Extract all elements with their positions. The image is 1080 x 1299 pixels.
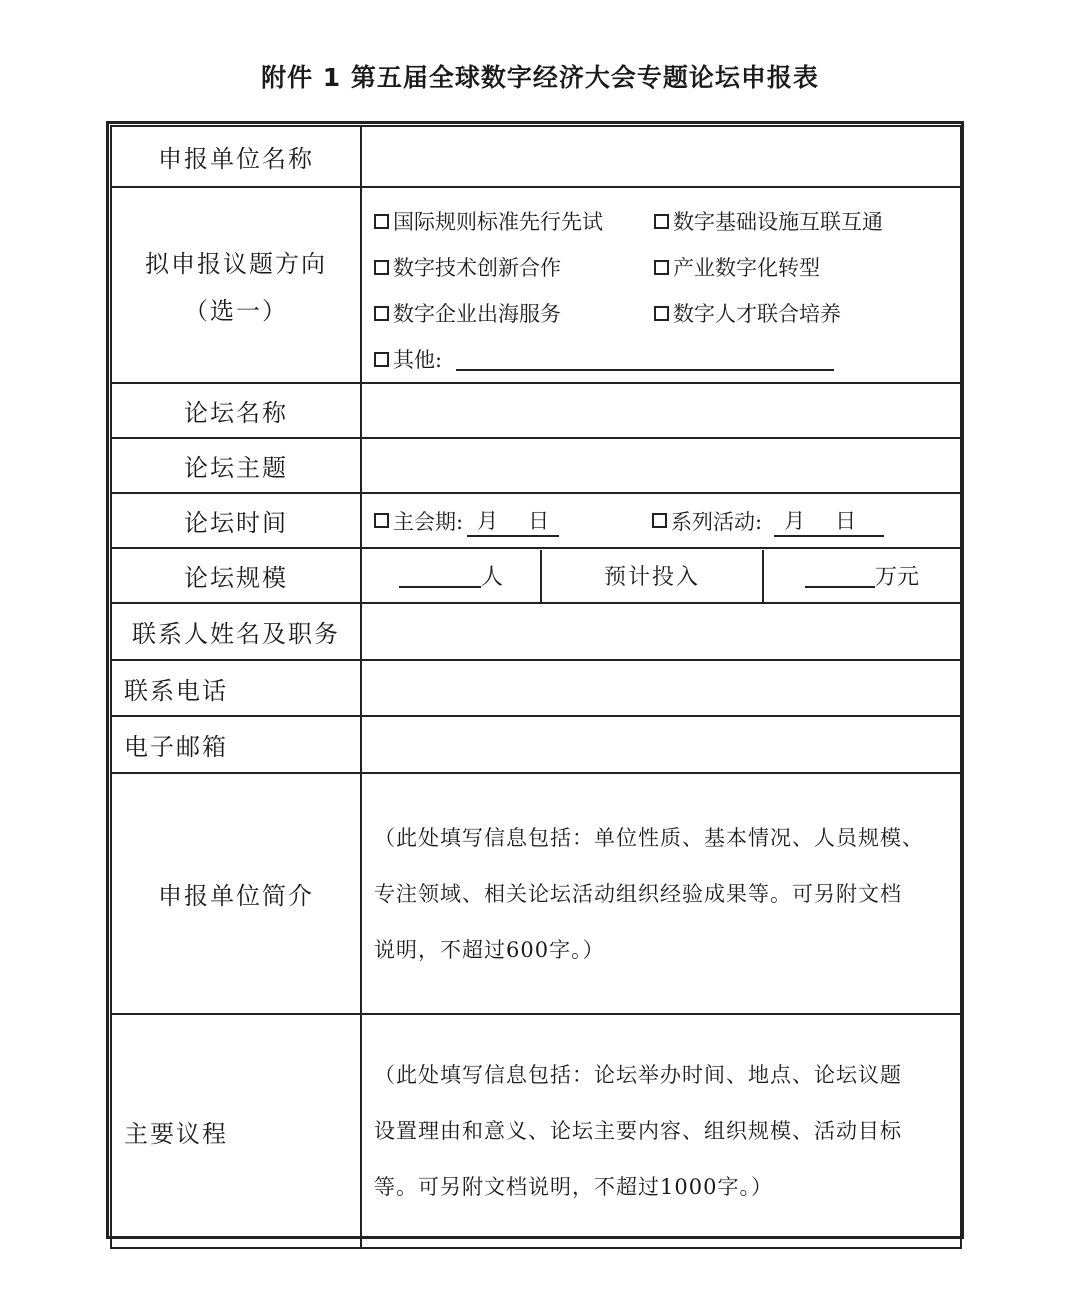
invest-amount-field[interactable]: 万元 [764,550,960,602]
topic-option-4[interactable]: 产业数字化转型 [654,252,820,282]
org-name-field[interactable] [361,126,961,187]
row-phone [111,660,961,716]
agenda-field[interactable] [361,1014,961,1248]
row-contact-name [111,603,961,660]
topic-option-3[interactable]: 数字技术创新合作 [374,252,654,282]
checkbox-icon[interactable] [374,352,389,367]
topic-option-2[interactable]: 数字基础设施互联互通 [654,206,883,236]
org-intro-hint-line-3: 说明，不超过600字。） [374,937,605,962]
other-topic-input[interactable] [456,347,834,371]
row-forum-time [111,493,961,548]
org-intro-hint-line-2: 专注领域、相关论坛活动组织经验成果等。可另附文档 [374,881,902,906]
row-topic [111,187,961,383]
checkbox-icon[interactable] [654,306,669,321]
row-org-name [111,126,961,187]
topic-label: 拟申报议题方向 [145,250,327,278]
phone-label: 联系电话 [111,660,361,716]
row-email [111,716,961,773]
forum-name-label: 论坛名称 [111,383,361,438]
org-name-label: 申报单位名称 [111,126,361,187]
topic-option-1[interactable]: 国际规则标准先行先试 [374,206,654,236]
forum-scale-cell [361,548,961,603]
topic-option-other[interactable]: 其他: [374,344,834,374]
people-count-input[interactable] [399,564,481,588]
checkbox-icon[interactable] [374,513,389,528]
forum-theme-label: 论坛主题 [111,438,361,493]
contact-name-field[interactable] [361,603,961,660]
row-forum-name [111,383,961,438]
agenda-hint-line-1: （此处填写信息包括：论坛举办时间、地点、论坛议题 [374,1063,902,1087]
row-forum-theme [111,438,961,493]
agenda-hint-line-3: 等。可另附文档说明，不超过1000字。） [374,1175,773,1199]
forum-name-field[interactable] [361,383,961,438]
forum-theme-field[interactable] [361,438,961,493]
series-activity-date-input[interactable]: 月 日 [774,505,884,537]
org-intro-field[interactable] [361,773,961,1014]
topic-option-5[interactable]: 数字企业出海服务 [374,298,654,328]
checkbox-icon[interactable] [374,260,389,275]
invest-label: 预计投入 [542,550,764,602]
forum-time-label: 论坛时间 [111,493,361,548]
main-session-option[interactable]: 主会期: 月 日 [374,505,652,537]
agenda-hint-line-2: 设置理由和意义、论坛主要内容、组织规模、活动目标 [374,1119,902,1143]
application-form-table [110,125,962,1249]
people-count-field[interactable]: 人 [362,550,542,602]
org-intro-hint-line-1: （此处填写信息包括：单位性质、基本情况、人员规模、 [374,825,924,850]
phone-field[interactable] [361,660,961,716]
email-label: 电子邮箱 [111,716,361,773]
checkbox-icon[interactable] [374,214,389,229]
forum-time-cell [361,493,961,548]
topic-options-cell [361,187,961,383]
checkbox-icon[interactable] [654,260,669,275]
org-intro-label: 申报单位简介 [111,773,361,1014]
row-org-intro [111,773,961,1014]
agenda-label: 主要议程 [111,1014,361,1248]
row-forum-scale [111,548,961,603]
checkbox-icon[interactable] [374,306,389,321]
topic-option-6[interactable]: 数字人才联合培养 [654,298,841,328]
series-activity-option[interactable]: 系列活动: 月 日 [652,505,884,537]
main-session-date-input[interactable]: 月 日 [467,505,559,537]
invest-amount-input[interactable] [805,564,875,588]
topic-label-cell [111,187,361,383]
checkbox-icon[interactable] [652,513,667,528]
form-title: 附件 1 第五届全球数字经济大会专题论坛申报表 [261,63,819,92]
row-agenda [111,1014,961,1248]
topic-sub-label: （选一） [184,297,288,325]
email-field[interactable] [361,716,961,773]
forum-scale-label: 论坛规模 [111,548,361,603]
checkbox-icon[interactable] [654,214,669,229]
contact-name-label: 联系人姓名及职务 [111,603,361,660]
